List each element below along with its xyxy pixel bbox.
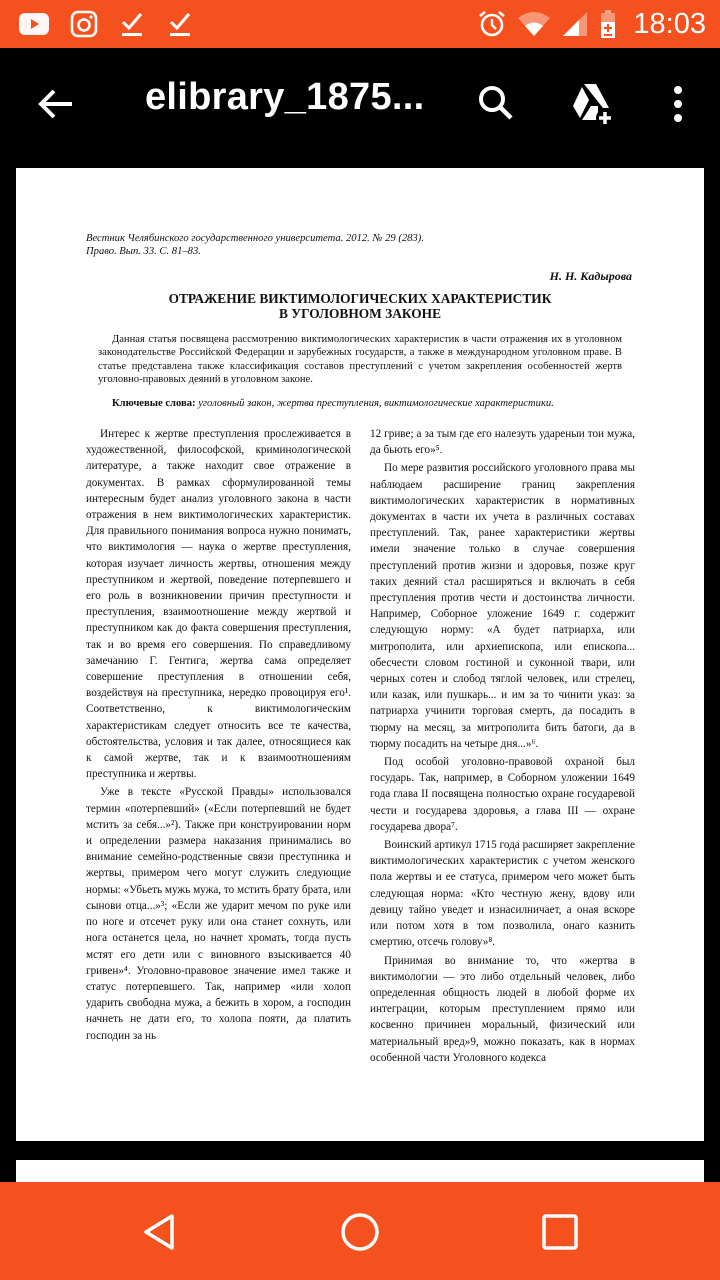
drive-add-button[interactable] [565,78,617,130]
pdf-page-2[interactable] [16,1160,704,1182]
paragraph: Воинский артикул 1715 года расширяет закрепление виктимологических характеристик с учетом женского пола жертвы и ее статуса, примером чего может быть следующая норма: «Кто честную жену, вдову или девицу тайно уведет и изнасилничает, а оная вскоре или потом хотя в том позволила, онаго казнить смертию, отсечь голову»⁸. [370,839,635,949]
youtube-icon [18,12,50,36]
article-title [76,292,644,321]
article-abstract: Данная статья посвящена рассмотрению виктимологических характеристик в части отражения их в уголовном законодательстве Российской Федерации и зарубежных государств, а также в международном уголовном праве. В статье представлена также классификация составов преступлений с учетом закрепления особенностей жертв уголовно-правовых деяний в уголовном законе. [98,334,622,386]
paragraph: По мере развития российского уголовного права мы наблюдаем расширение границ закрепления виктимологических характеристик в нормативных документах в части их учета в различных составах преступлений. Так, ранее характеристики жертвы имели значение только в случае совершения преступлений против жизни и здоровья, позже круг таких деяний стал расширяться и включать в себя преступления против чести и достоинства личности. Например, Соборное уложение 1649 г. содержит следующую норму: «А будет патриарха, или митрополита, или архиепископа, или епископа... обесчести словом гостиной и суконной твари, или черных сотен и слобод тяглой человек, или стрелец, или казак, или пушкарь... и им за то чинити указ: за патриарха учинити торговая смерть, да посадить в тюрму на месяц, за митрополита бить батоги, да в тюрму посадить на четыре дня...»⁶. [370,462,635,750]
download-done-icon [166,10,194,38]
journal-citation [86,232,424,258]
search-button[interactable] [470,78,522,130]
pdf-viewer[interactable] [0,160,720,1182]
paragraph: Уже в тексте «Русской Правды» использовался термин «потерпевший» («Если потерпевший не будет мстить за себя...»²). Также при конструировании норм и определении размера наказания принимались во внимание семейно-родственные связи преступника и жертвы, примером чего могут служить следующие нормы: «Убьеть мужь мужа, то мстить брату брата, или сынови отца...»³; «Если же ударит мечом по руке или по ноге и отсечет руку или она станет сохнуть, или нога останется цела, но начнет хромать, тогда пусть мстят его дети или с виновного взыскивается 40 гривен»⁴. Уголовно-правовое значение имел также и статус потерпевшего. Так, например «или холоп ударить свободна мужа, а бежить в хором, а господин начнеть не дати его, то холопа пояти, да платить господин за нь [86,786,351,1042]
paragraph: 12 гриве; а за тым где его налезуть удареныи тои мужа, да бьють его»⁵. [370,428,635,457]
recents-icon [532,1204,588,1260]
battery-charging-icon [599,9,617,39]
pdf-page-1[interactable] [16,168,704,1141]
title-line-1: ОТРАЖЕНИЕ ВИКТИМОЛОГИЧЕСКИХ ХАРАКТЕРИСТИК [168,291,552,306]
keywords-label: Ключевые слова: [112,398,196,409]
clock: 18:03 [633,7,706,40]
nav-home-button[interactable] [332,1204,388,1260]
drive-add-icon [565,78,617,130]
back-button[interactable] [30,78,82,130]
document-title: elibrary_1875... [145,76,425,118]
more-vert-icon [652,78,704,130]
signal-icon [561,10,589,38]
journal-line-1: Вестник Челябинского государственного университета. 2012. № 29 (283). [86,233,424,244]
keywords-list: уголовный закон, жертва преступления, виктимологические характеристики. [195,398,554,409]
article-keywords [98,397,622,410]
article-author: Н. Н. Кадырова [549,269,632,283]
wifi-icon [517,10,551,38]
left-column [86,426,351,1046]
instagram-icon [70,10,98,38]
app-bar [0,48,720,160]
status-bar [0,0,720,48]
more-options-button[interactable] [652,78,704,130]
home-icon [332,1204,388,1260]
title-line-2: В УГОЛОВНОМ ЗАКОНЕ [278,305,442,321]
paragraph: Интерес к жертве преступления прослеживается в художественной, философской, криминологической литературе, а также находит свое отражение в документах. В рамках сформулированной темы интересным будет анализ уголовного закона в части отражения в нем виктимологических характеристик. Для правильного понимания вопроса нужно понимать, что виктимология — наука о жертве преступления, которая изучает личность жертвы, отношения между преступником и жертвой, поведение потерпевшего и его роль в возникновении причин преступности и преступления, взаимоотношение между жертвой и преступником как до факта совершения преступления, так и во время его совершения. По справедливому замечанию Г. Гентига, жертва сама определяет совершение преступления в отношении себя, воздействуя на преступника, нередко провоцируя его¹. Соответственно, к виктимологическим характеристикам следует относить все те качества, обстоятельства, условия и так далее, относящиеся как к самой жертве, так и к взаимоотношениям преступника и жертвы. [86,428,351,781]
journal-line-2: Право. Вып. 33. С. 81–83. [86,246,201,257]
paragraph: Принимая во внимание то, что «жертва в виктимологии — это либо отдельный человек, либо определенная общность людей в любой форме их интеграции, которым преступлением прямо или косвенно причинен моральный, физический или материальный вред»9, можно показать, как в нормах особенной части Уголовного кодекса [370,954,635,1064]
navigation-bar [0,1182,720,1280]
download-done-icon [118,10,146,38]
nav-back-button[interactable] [132,1204,188,1260]
back-icon [132,1204,188,1260]
search-icon [470,78,522,130]
nav-recents-button[interactable] [532,1204,588,1260]
paragraph: Под особой уголовно-правовой охраной был государь. Так, например, в Соборном уложении 1649 года глава II посвящена полностью охране государевой чести и государева здоровья, а глава III — охране государева двора⁷. [370,756,635,833]
alarm-icon [477,9,507,39]
arrow-back-icon [30,78,82,130]
right-column [370,426,635,1068]
